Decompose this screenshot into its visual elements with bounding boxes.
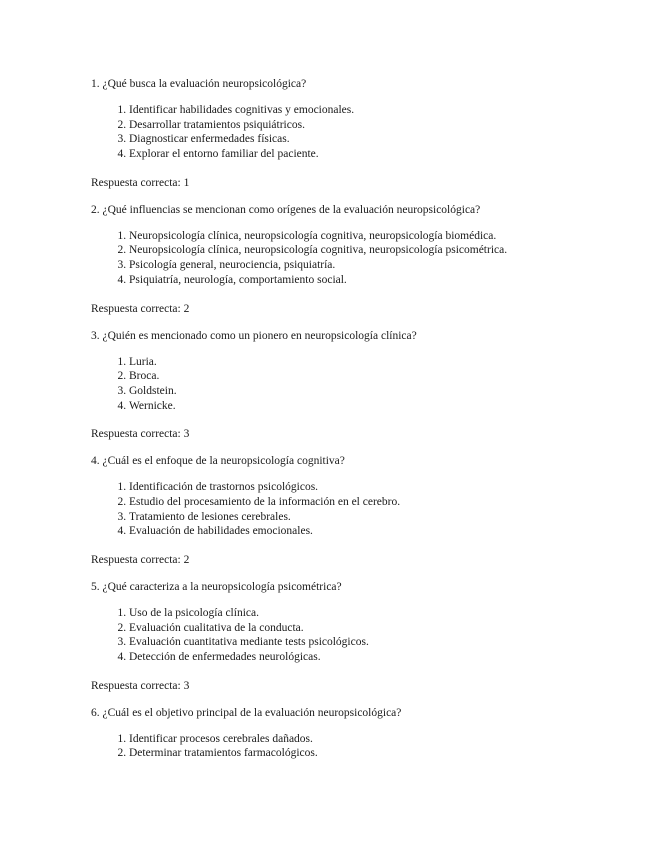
question-block-4 — [91, 453, 631, 568]
option-item: 3. Evaluación cuantitativa mediante tests psicológicos. — [129, 635, 631, 650]
option-item: 2. Estudio del procesamiento de la información en el cerebro. — [129, 495, 631, 510]
options-list — [91, 103, 631, 162]
option-item: 2. Broca. — [129, 369, 631, 384]
question-text: 6. ¿Cuál es el objetivo principal de la evaluación neuropsicológica? — [91, 706, 402, 719]
options-list — [91, 732, 631, 761]
options-list — [91, 480, 631, 539]
option-item: 2. Evaluación cualitativa de la conducta. — [129, 621, 631, 636]
options-list — [91, 229, 631, 288]
correct-answer: Respuesta correcta: 2 — [91, 554, 190, 566]
question-text: 5. ¿Qué caracteriza a la neuropsicología psicométrica? — [91, 581, 342, 593]
question-block-6 — [91, 705, 631, 761]
options-list — [91, 606, 631, 665]
correct-answer: Respuesta correcta: 3 — [91, 428, 190, 441]
question-block-3 — [91, 328, 631, 443]
option-item: 3. Psicología general, neurociencia, psiquiatría. — [129, 258, 631, 273]
option-item: 2. Desarrollar tratamientos psiquiátricos. — [129, 118, 631, 133]
option-item: 1. Identificar procesos cerebrales dañados. — [129, 732, 631, 747]
quiz-document — [91, 76, 631, 774]
options-list — [91, 355, 631, 414]
question-text: 4. ¿Cuál es el enfoque de la neuropsicología cognitiva? — [91, 455, 345, 468]
question-block-5 — [91, 579, 631, 694]
option-item: 2. Determinar tratamientos farmacológicos. — [129, 746, 631, 761]
correct-answer: Respuesta correcta: 1 — [91, 176, 190, 189]
question-text: 1. ¿Qué busca la evaluación neuropsicológica? — [91, 78, 307, 90]
option-item: 4. Explorar el entorno familiar del paciente. — [129, 147, 631, 162]
option-item: 3. Diagnosticar enfermedades físicas. — [129, 132, 631, 147]
option-item: 2. Neuropsicología clínica, neuropsicología cognitiva, neuropsicología psicométrica. — [129, 243, 631, 258]
option-item: 1. Neuropsicología clínica, neuropsicología cognitiva, neuropsicología biomédica. — [129, 229, 631, 244]
question-block-1 — [91, 76, 631, 191]
question-text: 2. ¿Qué influencias se mencionan como orígenes de la evaluación neuropsicológica? — [91, 203, 481, 216]
correct-answer: Respuesta correcta: 3 — [91, 679, 190, 692]
option-item: 4. Detección de enfermedades neurológicas. — [129, 650, 631, 665]
question-text: 3. ¿Quién es mencionado como un pionero en neuropsicología clínica? — [91, 329, 417, 342]
option-item: 3. Tratamiento de lesiones cerebrales. — [129, 510, 631, 525]
option-item: 4. Evaluación de habilidades emocionales. — [129, 524, 631, 539]
option-item: 1. Luria. — [129, 355, 631, 370]
correct-answer: Respuesta correcta: 2 — [91, 302, 190, 315]
option-item: 1. Identificación de trastornos psicológicos. — [129, 480, 631, 495]
question-block-2 — [91, 202, 631, 317]
option-item: 1. Identificar habilidades cognitivas y emocionales. — [129, 103, 631, 118]
option-item: 4. Psiquiatría, neurología, comportamiento social. — [129, 273, 631, 288]
option-item: 3. Goldstein. — [129, 384, 631, 399]
option-item: 4. Wernicke. — [129, 399, 631, 414]
option-item: 1. Uso de la psicología clínica. — [129, 606, 631, 621]
